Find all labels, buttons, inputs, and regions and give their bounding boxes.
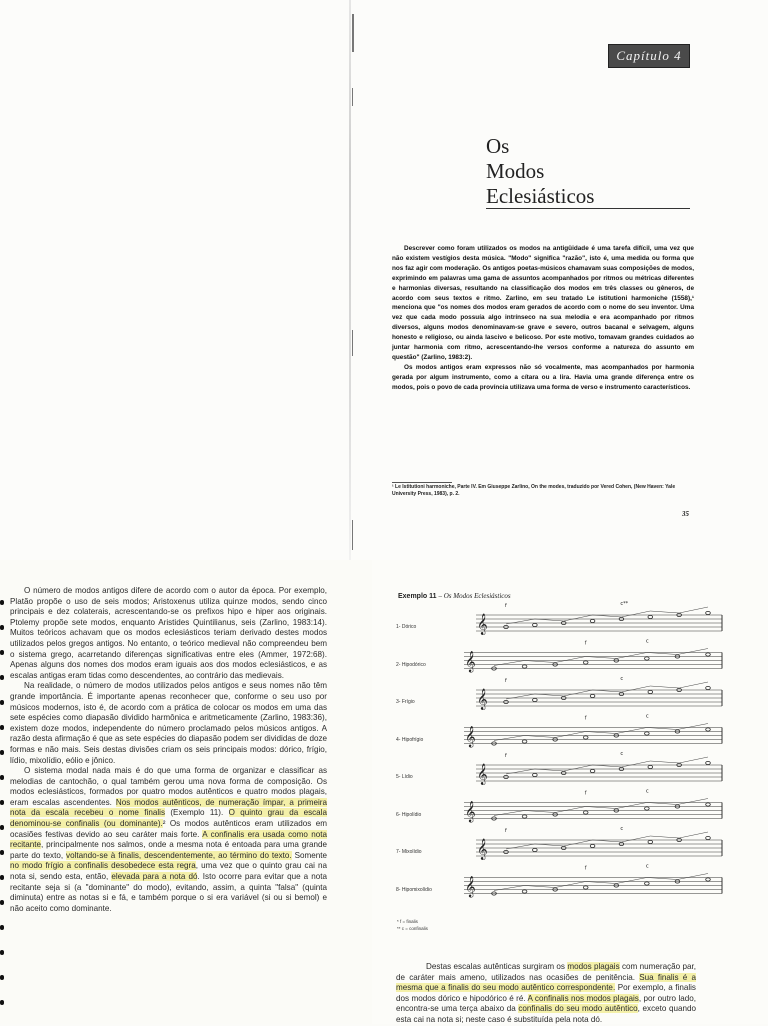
finalis-marker: f [584,790,587,797]
text-run: , principalmente nos salmos, onde a mesma nota é entoada para uma grande parte do texto, [10,840,327,860]
text-run: (Exemplo 11). [165,808,229,818]
note-head [706,653,711,656]
treble-clef-icon: 𝄞 [465,651,476,673]
finalis-marker: f [505,603,507,609]
text-run: Destas escalas autênticas surgiram os [426,962,568,971]
note-head [645,882,650,885]
example-legend [397,918,428,932]
mode-label: 1- Dórico [396,624,417,630]
slur [506,682,708,699]
note-head [706,686,711,689]
chapter-title-line: Eclesiásticos [486,184,595,208]
mode-label: 3- Frígio [396,699,415,705]
note-head [706,728,711,731]
binder-hole [0,750,4,755]
note-head [706,803,711,806]
note-head [522,665,527,668]
fold-mark [352,330,353,356]
binder-hole [0,775,4,780]
treble-clef-icon: 𝄞 [465,876,476,898]
text-run: ² Os modos autênticos eram utilizados em ocasiões festivas devido ao seu caráter mais forte. [10,819,327,839]
confinalis-marker: c [620,751,624,757]
chapter-title [486,134,594,209]
binder-hole [0,875,4,880]
highlighted-text: Sua finalis é a mesma que a finalis do seu modo autêntico correspondente. [396,972,696,993]
treble-clef-icon: 𝄞 [477,839,488,860]
text-run: O sistema modal nada mais é do que uma forma de organizar e classificar as melodias de cantochão, o qual também gerou uma nova forma de composição. Os modos eclesiásticos, formados por quatro modos autênticos e quatro modos plagais, eram escalas ascendentes. [10,766,327,807]
body-paragraph [10,681,327,766]
highlighted-text: A confinalis nos modos plagais [527,993,639,1003]
chapter-badge [608,44,690,68]
text-run: Somente [291,850,327,860]
highlighted-text: elevada para a nota dó [111,872,198,882]
footnote: ¹ Le Istitutioni harmoniche, Parte IV. Em Giuseppe Zarlino, On the modes, traduzido por Vered Cohen, (New Haven: Yale University Press, 1983), p. 2. [392,484,676,497]
fold-mark [352,520,353,550]
note-head [645,657,650,660]
confinalis-marker: c** [620,601,629,607]
note-head [706,836,711,839]
confinalis-marker: c [620,676,624,682]
body-paragraph [396,962,696,1026]
note-head [648,840,653,843]
note-head [583,661,588,664]
page-fold [349,0,351,560]
mode-label: 5- Lídio [396,774,413,780]
binder-hole [0,850,4,855]
text-run: , uma vez que o quinto grau cai na nota si, sendo esta, então, [10,861,328,882]
text-run: com numeração par, de caráter mais ameno, utilizados nas ocasiões de penitência. [396,962,696,982]
body-paragraph [10,766,327,914]
text-run: , exceto quando esta cai na nota si; neste caso é substituída pela nota dó. [396,1004,696,1024]
slur [494,874,708,891]
highlighted-text: O quinto grau da escala denominou-se confinalis (ou dominante). [10,808,327,829]
binder-hole [0,950,4,955]
treble-clef-icon: 𝄞 [477,614,488,635]
binder-hole [0,925,4,930]
note-head [533,848,538,851]
highlighted-text: Nos modos autênticos, de numeração ímpar, a primeira nota da escala recebeu o nome finalis [10,797,327,818]
binder-hole [0,700,4,705]
note-head [583,811,588,814]
slur [506,832,708,849]
chapter-title-line: Modos [486,159,545,183]
confinalis-marker: c [645,863,649,870]
text-run: . Isto ocorre para evitar que a nota recitante seja si (a "dominante" do modo), evitando, assim, a quinta "falsa" (quinta diminuta) entre as notas si e fá, e também porque o si era variável (si ou si bemol) e não aceito como dominante. [10,872,327,913]
binder-hole [0,675,4,680]
text-run: Por exemplo, a finalis dos modos dórico e hipodórico é ré. [396,983,696,1003]
binder-hole [0,725,4,730]
note-head [533,623,538,626]
highlighted-text: modos plagais [567,962,620,971]
text-run: O número de modos antigos difere de acordo com o autor da época. Por exemplo, Platão propõe o uso de seis modos; Aristoxenus utiliza quinze modos, sendo cinco principais e dez colaterais, acrescentando-se os prefixos hipo e hiper aos originais. Ptolemy propõe sete modos, enquanto Aristides Quintilianus, seis (Zarlino, 1983:14). Muitos teóricos achavam que os modos eclesiásticos teriam derivado destes modos utilizados pelos gregos antigos. No entanto, o teórico medieval não compreendeu bem o sistema grego, acarretando diferenças significativas entre eles (Ammer, 1972:68). Apenas alguns dos nomes dos modos eram iguais aos dos modos eclesiásticos, e as escalas antigas eram tidas como descendentes, ao contrário das medievais. [10,586,327,680]
treble-clef-icon: 𝄞 [465,726,476,748]
note-head [706,878,711,881]
note-head [522,740,527,743]
slur [494,799,708,816]
treble-clef-icon: 𝄞 [465,801,476,823]
treble-clef-icon: 𝄞 [477,764,488,785]
example-label: Exemplo 11 [398,593,437,600]
mode-label: 8- Hipomixolídio [396,886,432,893]
slur [494,649,708,666]
note-head [706,761,711,764]
binder-hole [0,825,4,830]
mode-label: 7- Mixolídio [396,849,422,855]
slur [494,724,708,741]
legend-line: ** c = confinalis [397,926,428,931]
finalis-marker: f [505,678,507,684]
highlighted-text: voltando-se à finalis, descendentemente, ao término do texto. [66,850,292,860]
highlighted-text: A confinalis era usada como nota recitante [10,829,327,850]
treble-clef-icon: 𝄞 [477,689,488,710]
footnote-rule [392,482,452,483]
text-run: , por outro lado, encontra-se uma terça abaixo da [396,993,696,1014]
binder-hole [0,800,4,805]
intro-paragraph: Os modos antigos eram expressos não só vocalmente, mas acompanhados por harmonia gerada por algum instrumento, como a cítara ou a lira. Havia uma grande diferença entre os modos, pois o povo de cada província utilizava uma forma de verso e instrumento característicos. [392,363,694,391]
binder-hole [0,600,4,605]
note-head [645,807,650,810]
intro-text [392,244,694,393]
finalis-marker: f [584,715,587,722]
mode-label: 6- Hipolídio [396,811,422,818]
slur [506,757,708,774]
mode-label: 4- Hipofrígio [396,736,424,743]
note-head [522,815,527,818]
note-head [583,736,588,739]
confinalis-marker: c [645,713,649,720]
legend-line: * f = finalis [397,919,418,924]
mode-label: 2- Hipodórico [396,661,426,668]
music-examples [372,560,768,910]
body-paragraph [10,586,327,681]
finalis-marker: f [505,753,507,759]
note-head [590,769,595,772]
note-head [522,890,527,893]
finalis-marker: f [505,828,507,834]
example-caption: – Os Modos Eclesiásticos [438,592,511,600]
chapter-badge-text: Capítulo 4 [616,48,682,63]
note-head [583,886,588,889]
left-body-text [10,586,327,914]
confinalis-marker: c [645,638,649,645]
note-head [533,773,538,776]
slur [506,607,708,624]
title-rule [486,208,690,209]
binder-hole [0,625,4,630]
note-head [645,732,650,735]
confinalis-marker: c [645,788,649,795]
highlighted-text: confinalis do seu modo autêntico [518,1004,638,1014]
note-head [590,619,595,622]
intro-paragraph: Descrever como foram utilizados os modos na antigüidade é uma tarefa difícil, uma vez que não existem vestígios desta música. "Modo" significa "razão", isto é, uma medida ou forma que nos faz agir com moderação. Os antigos poetas-músicos chamavam suas composições de modos, exprimindo em palavras uma gama de assuntos acompanhados por ritmos ou métricas diferentes e harmonias diversas, resultando na classificação dos modos em três classes ou gêneros, de acordo com seus textos e ritmo. Zarlino, em seu tratado Le istitutioni harmoniche (1558),¹ menciona que "os nomes dos modos eram gerados de acordo com o nome do seu inventor. Uma vez que cada modo possuía algo intrínseco na sua melodia e era acompanhado por ritmos diversos, alguns modos denominavam-se grave e severo, outros bacanal e selvagem, alguns honesto e religioso, ou ainda lascivo e belicoso. Por este motivo, tomavam grandes cuidados ao juntar harmonia com ritmo, acrescentando-lhe versos conforme a natureza do assunto em questão" (Zarlino, 1983:2). [392,245,694,361]
binder-hole [0,900,4,905]
text-run: Na realidade, o número de modos utilizados pelos antigos e seus nomes não têm grande importância. É importante apenas reconhecer que, conforme o seu uso por músicos modernos, isto é, de acordo com a prática de colocar os modos em uma das sete espécies como diapasão dividido harmônica e aritmeticamente (Zarlino, 1983:36), existem doze modos, independente do número proclamado pelos músicos antigos. A razão desta afirmação é que as sete espécies do diapasão podem ser divididas de doze formas e não mais. Seis destas divisões criam os seis principais modos: dórico, frígio, lídio, mixolídio, eólio e jônico. [10,681,327,765]
binder-hole [0,975,4,980]
note-head [706,611,711,614]
chapter-title-line: Os [486,134,510,158]
fold-mark [352,14,354,52]
highlighted-text: no modo frígio a confinalis desobedece esta regra [10,861,196,871]
page-number: 35 [682,510,689,518]
finalis-marker: f [584,640,587,647]
note-head [590,844,595,847]
confinalis-marker: c [620,826,624,832]
note-head [648,615,653,618]
fold-mark [352,88,353,106]
note-head [648,765,653,768]
binder-hole [0,650,4,655]
finalis-marker: f [584,865,587,872]
note-head [533,698,538,701]
right-body-text [396,962,696,1026]
note-head [590,694,595,697]
note-head [648,690,653,693]
binder-hole [0,1000,4,1005]
